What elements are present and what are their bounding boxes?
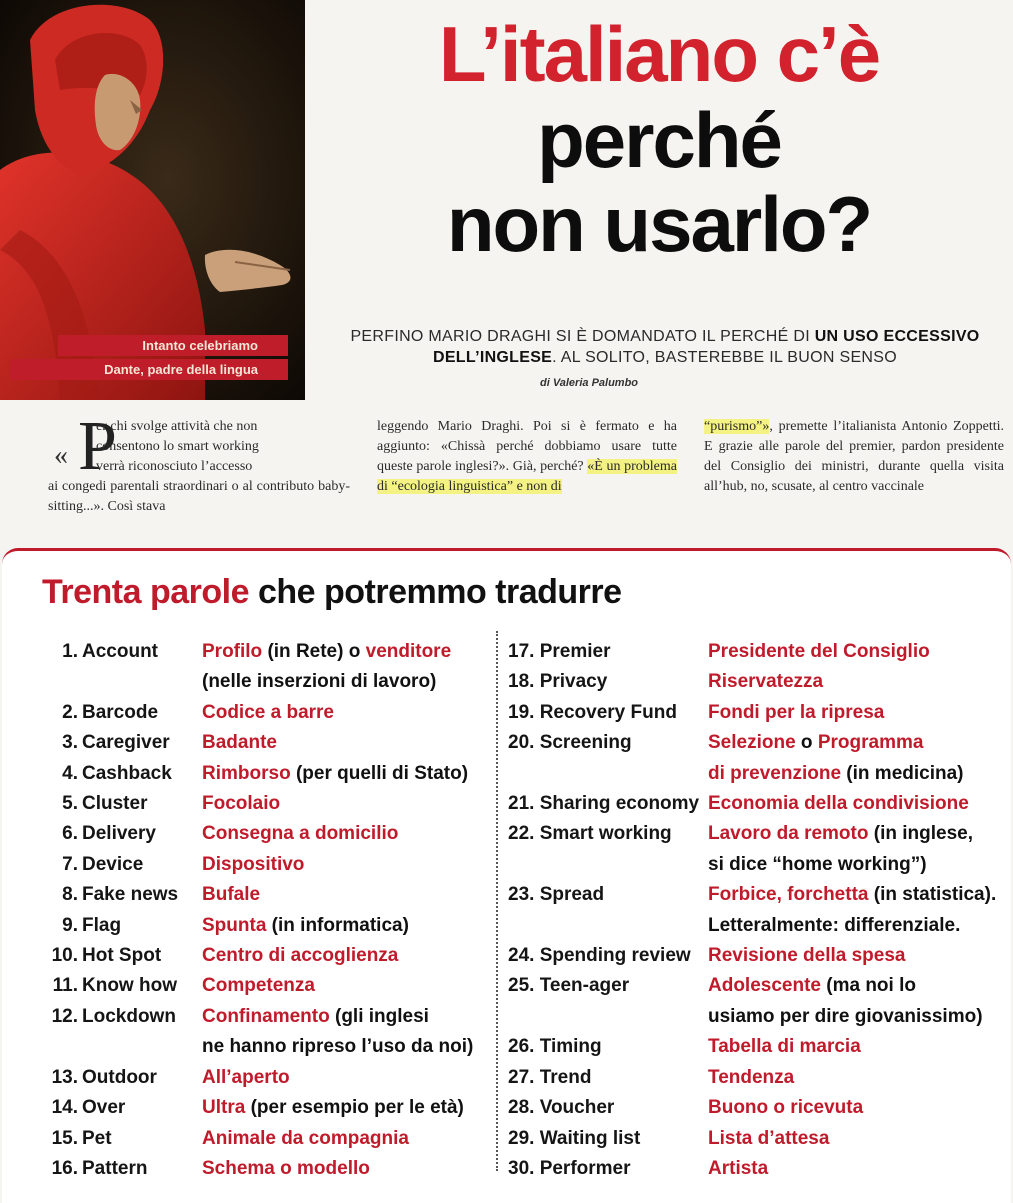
italian-translation: [202, 1093, 492, 1123]
translation-red: Revisione della spesa: [708, 945, 906, 967]
translation-red: Schema o modello: [202, 1157, 370, 1179]
english-term: [42, 667, 202, 697]
english-term: [42, 1063, 202, 1093]
translation-note: (gli inglesi: [329, 1005, 429, 1027]
word-row: [42, 880, 492, 910]
body-line: consentono lo smart working: [96, 439, 259, 454]
body-column-3: [704, 417, 1004, 497]
term-word: Lockdown: [82, 1005, 176, 1027]
term-word: Cashback: [82, 762, 172, 784]
word-row: [42, 1093, 492, 1123]
box-title-black: che potremmo tradurre: [249, 573, 622, 611]
translation-red: Lavoro da remoto: [708, 823, 869, 845]
italian-translation: [202, 911, 492, 941]
box-title-red: Trenta parole: [42, 573, 250, 611]
english-term: 28. Voucher: [508, 1097, 615, 1119]
italian-translation: [202, 728, 492, 758]
item-number: 1.: [62, 641, 78, 662]
translation-red: Rimborso: [202, 762, 291, 784]
term-word: Flag: [82, 914, 122, 936]
item-number: 15.: [51, 1127, 78, 1149]
translation-red: Confinamento: [202, 1005, 330, 1027]
deck-bold-2: ECCESSIVO DELL’INGLESE: [432, 328, 980, 366]
english-term: [42, 880, 202, 910]
italian-translation: [202, 850, 492, 880]
italian-translation: [708, 789, 1008, 819]
word-row: [42, 819, 492, 849]
headline-line-3: non usarlo?: [446, 180, 872, 268]
english-term: [42, 971, 202, 1001]
body-line: er chi svolge attività che non: [96, 419, 258, 434]
translation-red: Forbice, forchetta: [708, 884, 869, 906]
italian-translation: [202, 667, 492, 697]
item-number: 14.: [51, 1097, 78, 1119]
translation-red: All’aperto: [202, 1066, 290, 1088]
word-list-left: [42, 637, 492, 1184]
word-row: [42, 1154, 492, 1184]
term-word: Cluster: [82, 793, 148, 815]
english-term: 27. Trend: [508, 1066, 592, 1088]
italian-translation: [202, 1063, 492, 1093]
english-term: [42, 1032, 202, 1062]
italian-translation: [708, 698, 1008, 728]
word-row: [42, 971, 492, 1001]
word-row: [42, 911, 492, 941]
item-number: 7.: [62, 853, 78, 875]
translation-red: Adolescente: [708, 975, 821, 997]
translation-red: Programma: [817, 732, 924, 754]
body-text: , premette l’italianista Antonio Zoppetti. E grazie alle parole del premier, pardon presidente del Consiglio dei ministri, durante quella visita all’hub, no, scusate, al centro vaccinale: [704, 419, 1004, 494]
translation-red: venditore: [365, 641, 452, 662]
deck-part-1: PERFINO MARIO DRAGHI SI È DOMANDATO IL PERCHÉ DI: [350, 328, 815, 345]
word-row: [508, 850, 1008, 880]
italian-translation: [708, 728, 1008, 758]
item-number: 9.: [62, 914, 78, 936]
term-word: Over: [82, 1097, 126, 1119]
english-term: 23. Spread: [508, 884, 605, 906]
term-word: Delivery: [82, 823, 156, 845]
word-row: [508, 1124, 1008, 1154]
term-word: Know how: [82, 975, 177, 997]
word-row: [42, 637, 492, 667]
word-row: [42, 1032, 492, 1062]
english-term: [42, 941, 202, 971]
headline-line-2: perché: [537, 96, 781, 184]
item-number: 6.: [62, 823, 78, 845]
item-number: 13.: [51, 1066, 78, 1088]
body-line: ai congedi parentali straordinari o al contributo baby-sitting...». Così stava: [48, 479, 350, 514]
italian-translation: [202, 1124, 492, 1154]
italian-translation: [202, 1032, 492, 1062]
italian-translation: [708, 667, 1008, 697]
italian-translation: [708, 819, 1008, 849]
subheadline: [320, 326, 1010, 368]
translation-red: Focolaio: [202, 793, 281, 815]
word-row: [42, 759, 492, 789]
word-row: [508, 728, 1008, 758]
box-title: [42, 573, 622, 612]
word-row: [42, 698, 492, 728]
translation-red: Consegna a domicilio: [202, 823, 399, 845]
italian-translation: [708, 971, 1008, 1001]
item-number: 3.: [62, 732, 78, 754]
translation-note: o: [795, 732, 818, 754]
english-term: 26. Timing: [508, 1036, 602, 1058]
word-row: [508, 941, 1008, 971]
italian-translation: [202, 819, 492, 849]
translation-red: Artista: [708, 1157, 769, 1179]
word-row: [42, 1002, 492, 1032]
word-row: [508, 880, 1008, 910]
deck-bold-1: UN USO: [814, 328, 879, 345]
column-divider: [496, 631, 498, 1171]
translation-note: Letteralmente: differenziale.: [708, 914, 961, 936]
english-term: [508, 1002, 708, 1032]
italian-translation: [202, 789, 492, 819]
drop-cap: P: [78, 408, 117, 485]
term-word: Hot Spot: [82, 945, 162, 967]
italian-translation: [202, 880, 492, 910]
translation-note: (in inglese,: [868, 823, 974, 845]
word-list-right: [508, 637, 1008, 1184]
word-row: [508, 819, 1008, 849]
item-number: 2.: [62, 701, 78, 723]
translation-red: Dispositivo: [202, 853, 305, 875]
italian-translation: [708, 1093, 1008, 1123]
italian-translation: [708, 1002, 1008, 1032]
translation-red: Animale da compagnia: [202, 1127, 409, 1149]
highlighted-text: «È un problema di “ecologia linguistica” e non di: [377, 459, 678, 494]
word-row: [42, 850, 492, 880]
word-row: [508, 911, 1008, 941]
italian-translation: [708, 911, 1008, 941]
translation-red: Riservatezza: [708, 671, 824, 693]
word-row: [508, 698, 1008, 728]
english-term: [42, 637, 202, 667]
english-term: [508, 850, 708, 880]
english-term: [42, 789, 202, 819]
word-row: [42, 1124, 492, 1154]
body-column-2: [377, 417, 677, 497]
english-term: 19. Recovery Fund: [508, 701, 677, 723]
italian-translation: [202, 759, 492, 789]
translation-red: Presidente del Consiglio: [708, 641, 930, 662]
english-term: [42, 1002, 202, 1032]
translation-red: Tendenza: [708, 1066, 795, 1088]
body-line: verrà riconosciuto l’accesso: [96, 459, 253, 474]
term-word: Fake news: [82, 884, 179, 906]
italian-translation: [708, 1154, 1008, 1184]
translation-note: si dice “home working”): [708, 853, 927, 875]
translation-red: Competenza: [202, 975, 315, 997]
image-caption: [0, 335, 278, 383]
item-number: 8.: [62, 884, 78, 906]
english-term: 25. Teen-ager: [508, 975, 630, 997]
word-row: [508, 1032, 1008, 1062]
english-term: [42, 759, 202, 789]
italian-translation: [202, 971, 492, 1001]
translation-note: ne hanno ripreso l’uso da noi): [202, 1036, 474, 1058]
word-row: [42, 941, 492, 971]
translation-note: (ma noi lo: [820, 975, 916, 997]
translation-red: Selezione: [708, 732, 796, 754]
translation-note: (in informatica): [266, 914, 409, 936]
translation-note: (per quelli di Stato): [290, 762, 469, 784]
term-word: Outdoor: [82, 1066, 157, 1088]
italian-translation: [708, 637, 1008, 667]
word-row: [508, 1002, 1008, 1032]
italian-translation: [202, 698, 492, 728]
word-row: [508, 759, 1008, 789]
english-term: [508, 759, 708, 789]
word-row: [508, 1063, 1008, 1093]
term-word: Device: [82, 853, 144, 875]
word-row: [508, 637, 1008, 667]
italian-translation: [708, 880, 1008, 910]
body-text: leggendo Mario Draghi. Poi si è fermato e ha aggiunto: «Chissà perché dobbiamo usare tutte queste parole inglesi?». Già, perché?: [377, 419, 677, 474]
english-term: [42, 698, 202, 728]
translation-note: usiamo per dire giovanissimo): [708, 1005, 983, 1027]
item-number: 10.: [51, 945, 78, 967]
translation-red: di prevenzione: [708, 762, 842, 784]
english-term: [42, 1093, 202, 1123]
word-row: [508, 1093, 1008, 1123]
english-term: [42, 850, 202, 880]
word-row: [42, 667, 492, 697]
translation-red: Codice a barre: [202, 701, 334, 723]
translation-red: Spunta: [202, 914, 267, 936]
translation-red: Bufale: [202, 884, 261, 906]
term-word: Barcode: [82, 701, 159, 723]
translation-note: (in Rete) o: [262, 641, 366, 662]
word-row: [42, 789, 492, 819]
translation-red: Fondi per la ripresa: [708, 701, 885, 723]
highlighted-text: “purismo”»: [704, 419, 770, 434]
italian-translation: [202, 637, 492, 667]
term-word: Account: [82, 641, 158, 662]
english-term: 29. Waiting list: [508, 1127, 641, 1149]
word-row: [42, 1063, 492, 1093]
italian-translation: [708, 1124, 1008, 1154]
opening-quote: «: [54, 440, 68, 471]
english-term: 18. Privacy: [508, 671, 608, 693]
caption-line-2: Dante, padre della lingua: [10, 359, 288, 380]
translation-red: Badante: [202, 732, 277, 754]
translation-red: Tabella di marcia: [708, 1036, 861, 1058]
word-row: [508, 789, 1008, 819]
translation-note: (in medicina): [841, 762, 964, 784]
italian-translation: [202, 1002, 492, 1032]
italian-translation: [708, 759, 1008, 789]
translation-note: (in statistica).: [868, 884, 997, 906]
english-term: [42, 819, 202, 849]
english-term: [42, 911, 202, 941]
english-term: 21. Sharing economy: [508, 793, 700, 815]
translation-red: Ultra: [202, 1097, 246, 1119]
italian-translation: [202, 941, 492, 971]
english-term: 30. Performer: [508, 1157, 631, 1179]
italian-translation: [708, 1032, 1008, 1062]
word-row: [42, 728, 492, 758]
word-row: [508, 971, 1008, 1001]
english-term: [508, 911, 708, 941]
english-term: [42, 728, 202, 758]
word-row: [508, 667, 1008, 697]
english-term: [42, 1154, 202, 1184]
word-row: [508, 1154, 1008, 1184]
headline: [305, 10, 1013, 266]
term-word: Pet: [82, 1127, 112, 1149]
item-number: 11.: [52, 975, 78, 997]
english-term: 22. Smart working: [508, 823, 672, 845]
item-number: 5.: [62, 793, 78, 815]
italian-translation: [708, 850, 1008, 880]
item-number: 12.: [51, 1005, 78, 1027]
italian-translation: [708, 1063, 1008, 1093]
term-word: Pattern: [82, 1157, 148, 1179]
caption-line-1: Intanto celebriamo: [58, 335, 288, 356]
translation-note: (nelle inserzioni di lavoro): [202, 671, 437, 693]
italian-translation: [708, 941, 1008, 971]
item-number: 16.: [51, 1157, 78, 1179]
english-term: 20. Screening: [508, 732, 632, 754]
term-word: Caregiver: [82, 732, 170, 754]
translation-red: Buono o ricevuta: [708, 1097, 864, 1119]
item-number: 4.: [62, 762, 78, 784]
headline-line-1: L’italiano c’è: [438, 10, 880, 98]
body-column-1: [48, 417, 350, 517]
translation-note: (per esempio per le età): [245, 1097, 464, 1119]
english-term: 24. Spending review: [508, 945, 691, 967]
translation-red: Centro di accoglienza: [202, 945, 399, 967]
english-term: 17. Premier: [508, 641, 611, 662]
deck-part-2: . AL SOLITO, BASTEREBBE IL BUON SENSO: [552, 349, 897, 366]
word-list-box: [2, 548, 1011, 1203]
translation-red: Lista d’attesa: [708, 1127, 830, 1149]
byline: di Valeria Palumbo: [540, 377, 639, 389]
translation-red: Economia della condivisione: [708, 793, 969, 815]
translation-red: Profilo: [202, 641, 263, 662]
english-term: [42, 1124, 202, 1154]
italian-translation: [202, 1154, 492, 1184]
